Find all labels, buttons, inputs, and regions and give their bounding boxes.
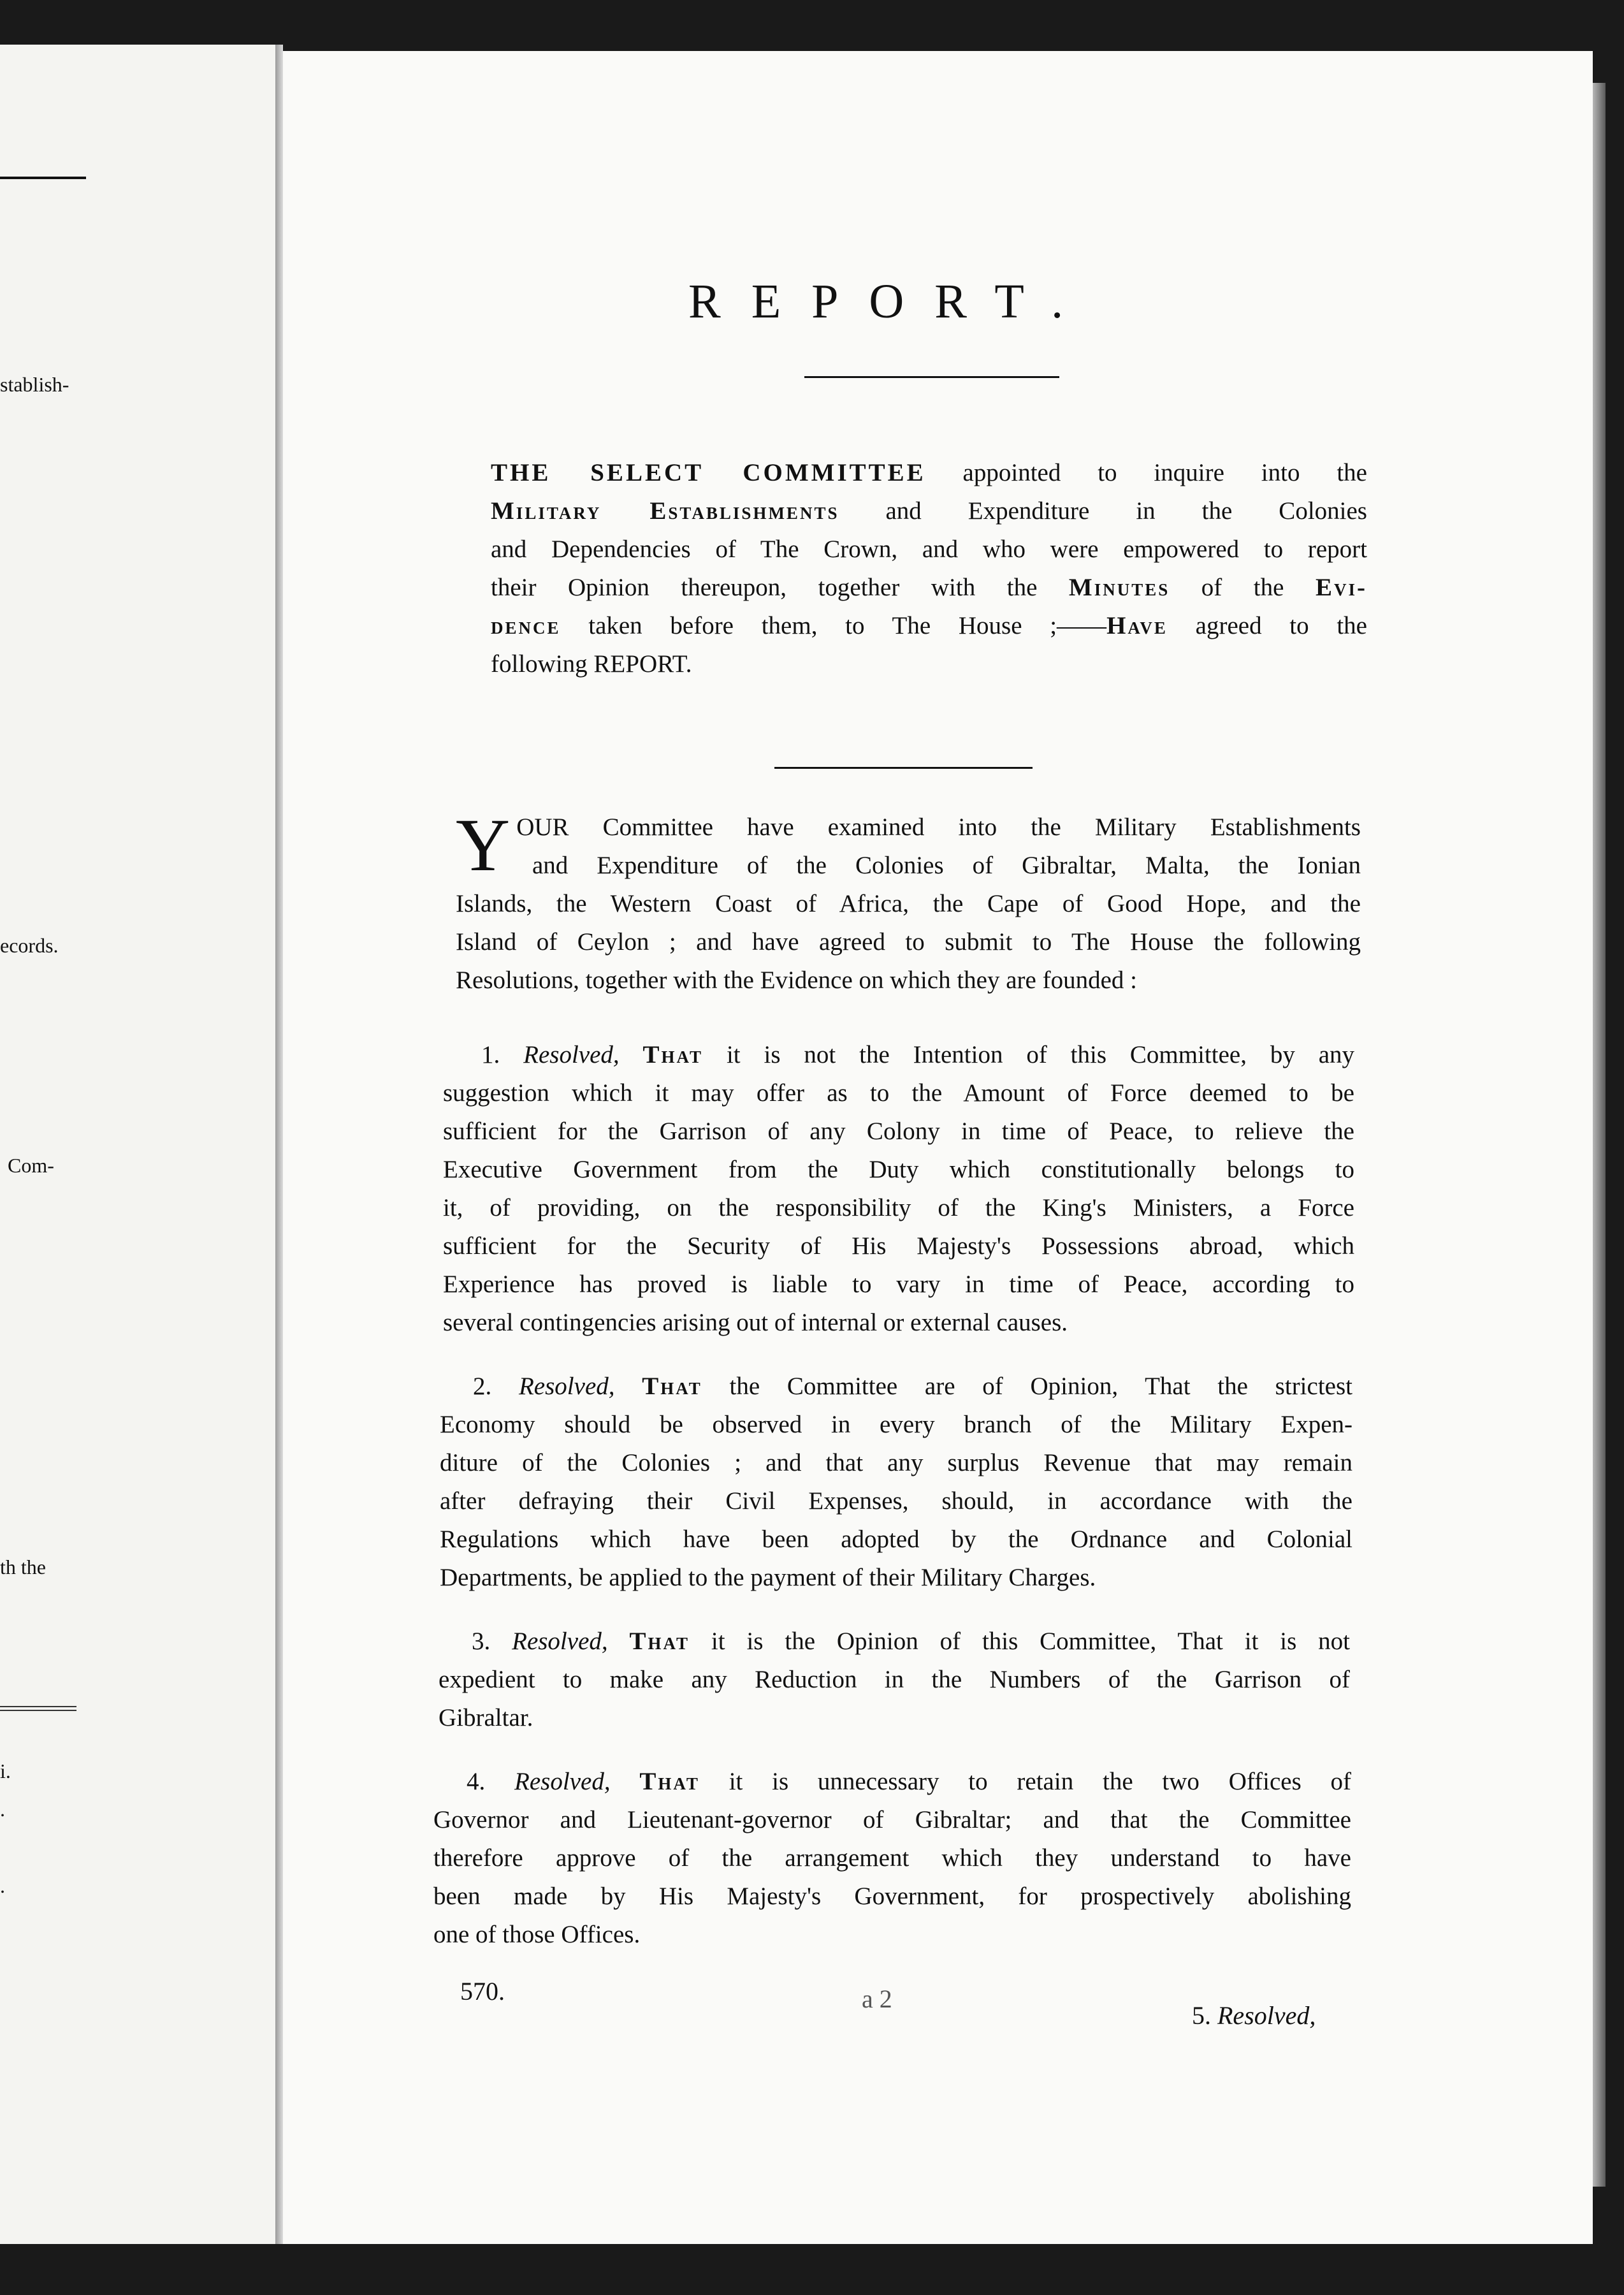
intro-paragraph (456, 803, 1361, 1000)
left-page-rule (0, 1710, 76, 1711)
that-term: That (639, 1768, 700, 1795)
text-line: Departments, be applied to the payment of their Military Charges. (440, 1564, 1096, 1591)
left-page-rule (0, 177, 86, 179)
left-fragment: Com- (8, 1154, 54, 1177)
text-line: it is unnecessary to retain the two Offices of (729, 1768, 1352, 1795)
text-line: Islands, the Western Coast of Africa, the Cape of Good Hope, and the (456, 890, 1361, 917)
preamble (491, 454, 1367, 683)
text-line: it, of providing, on the responsibility of the King's Ministers, a Force (443, 1194, 1354, 1221)
text-line: been made by His Majesty's Government, for prospectively abolishing (433, 1883, 1351, 1910)
preamble-text: agreed to the (1167, 612, 1367, 639)
text-line: Economy should be observed in every branch of the Military Expen- (440, 1411, 1352, 1438)
left-fragment: . (0, 1798, 5, 1821)
resolved-label: Resolved, (518, 1373, 615, 1400)
resolution-3 (439, 1622, 1350, 1737)
resolved-label: Resolved, (514, 1768, 611, 1795)
catchword-number: 5. (1192, 2001, 1211, 2030)
report-term: REPORT. (593, 650, 692, 678)
catchword (1192, 2000, 1316, 2030)
establishments-term: Military Establishments (491, 497, 839, 525)
resolution-1 (443, 1036, 1354, 1342)
text-line: one of those Offices. (433, 1921, 641, 1948)
evidence-term: Evi- (1315, 574, 1367, 601)
preamble-text: taken before them, to The House ;—— (560, 612, 1107, 639)
left-fragment: stablish- (0, 373, 69, 396)
that-term: That (642, 1041, 704, 1068)
resolution-number: 2. (473, 1373, 492, 1400)
left-fragment: . (0, 1874, 5, 1897)
text-line: Executive Government from the Duty which constitutionally belongs to (443, 1156, 1354, 1183)
book-gutter (275, 45, 283, 2244)
resolved-label: Resolved, (512, 1628, 608, 1655)
text-line: Resolutions, together with the Evidence on which they are founded : (456, 966, 1137, 994)
drop-cap: Y (456, 803, 511, 887)
text-line: OUR Committee have examined into the Military Establishments (516, 813, 1361, 841)
left-page-rule (0, 1706, 76, 1707)
resolved-label: Resolved, (523, 1041, 620, 1068)
text-line: Regulations which have been adopted by the Ordnance and Colonial (440, 1526, 1352, 1553)
signature-mark: a 2 (862, 1985, 892, 2013)
minutes-term: Minutes (1068, 574, 1170, 601)
preamble-text: following (491, 650, 594, 678)
page-title: REPORT. (688, 275, 1094, 328)
text-line: Island of Ceylon ; and have agreed to submit to The House the following (456, 928, 1361, 956)
section-rule (774, 767, 1033, 769)
text-line: sufficient for the Garrison of any Colony in time of Peace, to relieve the (443, 1118, 1354, 1145)
text-line: several contingencies arising out of internal or external causes. (443, 1309, 1068, 1336)
page-edge-shadow (1593, 83, 1606, 2187)
preamble-text: of the (1170, 574, 1316, 601)
text-line: sufficient for the Security of His Majesty's Possessions abroad, which (443, 1232, 1354, 1260)
text-line: after defraying their Civil Expenses, should, in accordance with the (440, 1487, 1352, 1515)
committee-name: THE SELECT COMMITTEE (491, 459, 926, 486)
resolution-number: 4. (467, 1768, 486, 1795)
preamble-text: appointed to inquire into the (925, 459, 1367, 486)
text-line: it is not the Intention of this Committee, by any (726, 1041, 1355, 1068)
text-line: Gibraltar. (439, 1704, 533, 1731)
resolution-2 (440, 1367, 1352, 1597)
text-line: the Committee are of Opinion, That the strictest (729, 1373, 1352, 1400)
text-line: therefore approve of the arrangement which they understand to have (433, 1844, 1351, 1872)
left-fragment: th the (0, 1556, 46, 1578)
preamble-text: their Opinion thereupon, together with the (491, 574, 1069, 601)
that-term: That (629, 1628, 690, 1655)
preamble-text: and Expenditure in the Colonies (839, 497, 1367, 525)
sessional-number: 570. (460, 1977, 505, 2006)
left-fragment: i. (0, 1759, 11, 1782)
that-term: That (642, 1373, 702, 1400)
text-line: it is the Opinion of this Committee, That it is not (711, 1628, 1351, 1655)
resolution-number: 3. (472, 1628, 491, 1655)
title-rule (804, 376, 1059, 378)
resolution-number: 1. (481, 1041, 500, 1068)
text-line: expedient to make any Reduction in the Numbers of the Garrison of (439, 1666, 1350, 1693)
preamble-text: and Dependencies of The Crown, and who were empowered to report (491, 536, 1367, 563)
catchword-text: Resolved, (1217, 2001, 1316, 2030)
text-line: Governor and Lieutenant-governor of Gibraltar; and that the Committee (433, 1806, 1351, 1833)
left-fragment: ecords. (0, 934, 59, 957)
evidence-term: dence (491, 612, 561, 639)
text-line: and Expenditure of the Colonies of Gibraltar, Malta, the Ionian (532, 852, 1361, 879)
text-line: suggestion which it may offer as to the Amount of Force deemed to be (443, 1079, 1354, 1107)
resolution-4 (433, 1763, 1351, 1954)
text-line: Experience has proved is liable to vary in time of Peace, according to (443, 1271, 1354, 1298)
have-term: Have (1106, 612, 1168, 639)
text-line: diture of the Colonies ; and that any surplus Revenue that may remain (440, 1449, 1352, 1476)
